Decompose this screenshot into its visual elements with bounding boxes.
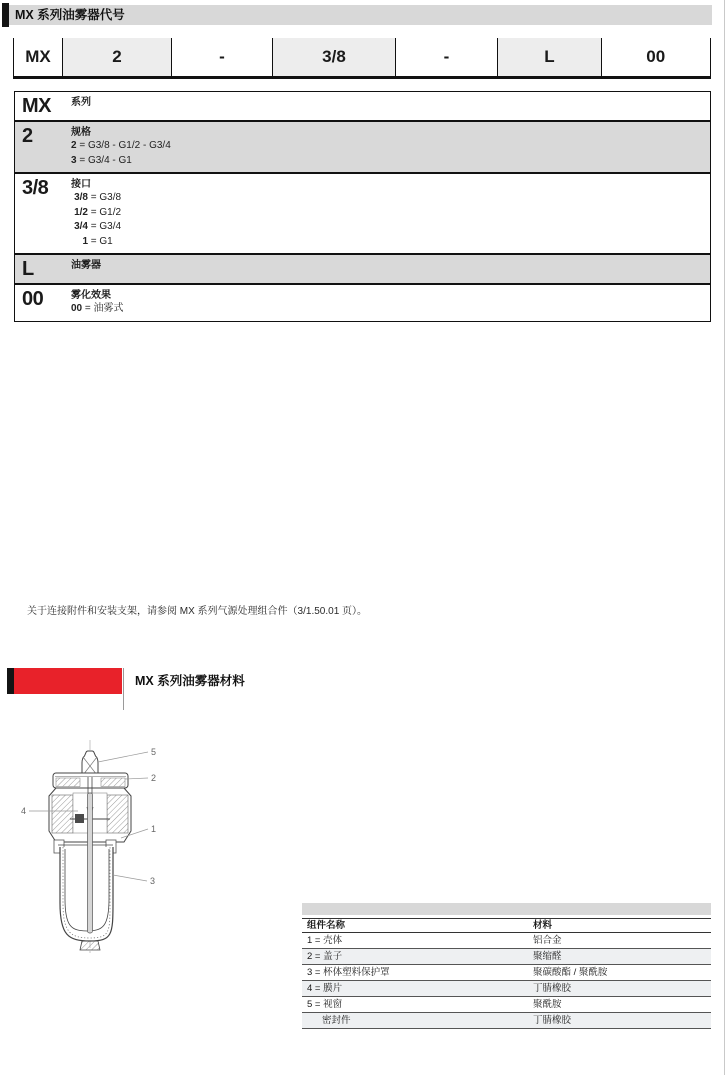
table-row: 密封件 丁腈橡胶 <box>302 1013 711 1029</box>
materials-table <box>302 918 711 1029</box>
breakdown-row-size <box>15 120 710 172</box>
callout-2: 2 <box>151 773 157 783</box>
materials-header-component: 组件名称 <box>307 920 346 931</box>
code-breakdown-table <box>14 91 711 322</box>
callout-3: 3 <box>150 876 156 886</box>
breakdown-code: 2 <box>22 125 33 147</box>
materials-header-band <box>302 903 711 915</box>
breakdown-code: 3/8 <box>22 177 49 199</box>
order-code-segment: 00 <box>602 38 711 76</box>
section2-black-bar <box>7 668 14 694</box>
breakdown-row-atomization <box>15 283 710 321</box>
breakdown-title: 雾化效果 <box>71 290 111 301</box>
breakdown-code: 00 <box>22 288 44 310</box>
order-code-segment: 3/8 <box>273 38 396 76</box>
breakdown-code: L <box>22 258 34 280</box>
callout-4: 4 <box>21 806 27 816</box>
breakdown-option: 2 = G3/8 - G1/2 - G3/4 <box>71 140 171 151</box>
breakdown-code: MX <box>22 95 51 117</box>
lubricator-cross-section-diagram <box>12 735 172 960</box>
order-code-row <box>13 38 711 79</box>
suction-tube-shape <box>88 793 93 933</box>
order-code-segment: - <box>172 38 273 76</box>
materials-header-row <box>302 919 711 933</box>
table-row: 5 = 视窗 聚酰胺 <box>302 997 711 1013</box>
bowl-cover-shape <box>60 847 113 941</box>
section2-red-bar <box>14 668 122 694</box>
breakdown-title: 规格 <box>71 127 91 138</box>
breakdown-option: 3/8 = G3/8 <box>74 192 122 203</box>
order-code-segment: MX <box>14 38 63 76</box>
breakdown-option: 1/2 = G1/2 <box>74 206 122 218</box>
order-code-segment: 2 <box>63 38 172 76</box>
order-code-segment: L <box>498 38 602 76</box>
section1-accent-bar <box>2 3 9 27</box>
diaphragm-shape <box>75 814 84 823</box>
materials-section <box>302 903 711 1029</box>
breakdown-option: 00 = 油雾式 <box>71 303 124 314</box>
accessories-note: 关于连接附件和安装支架，请参阅 MX 系列气源处理组合件（3/1.50.01 页）。 <box>27 606 368 617</box>
breakdown-title: 系列 <box>71 97 91 108</box>
breakdown-option: 1 = G1 <box>82 235 113 247</box>
breakdown-title: 接口 <box>71 179 91 190</box>
section2-title: MX 系列油雾器材料 <box>135 674 245 688</box>
breakdown-row-ports <box>15 172 710 253</box>
breakdown-option: 3/4 = G3/4 <box>74 221 122 232</box>
table-row: 3 = 杯体塑料保护罩 聚碳酸酯 / 聚酰胺 <box>302 965 711 981</box>
table-row: 1 = 壳体 铝合金 <box>302 933 711 949</box>
section2-divider-line <box>123 668 124 710</box>
section1-header-band <box>9 5 712 25</box>
breakdown-title: 油雾器 <box>71 260 101 271</box>
callout-5: 5 <box>151 747 157 757</box>
breakdown-row-lubricator <box>15 253 710 283</box>
breakdown-row-series <box>15 92 710 120</box>
materials-header-material: 材料 <box>533 920 553 931</box>
order-code-segment: - <box>396 38 498 76</box>
breakdown-option: 3 = G3/4 - G1 <box>71 154 132 166</box>
table-row: 2 = 盖子 聚缩醛 <box>302 949 711 965</box>
leader-3 <box>113 875 147 881</box>
callout-1: 1 <box>151 824 157 834</box>
leader-5 <box>98 752 148 762</box>
section1-title: MX 系列油雾器代号 <box>15 8 125 22</box>
table-row: 4 = 膜片 丁腈橡胶 <box>302 981 711 997</box>
